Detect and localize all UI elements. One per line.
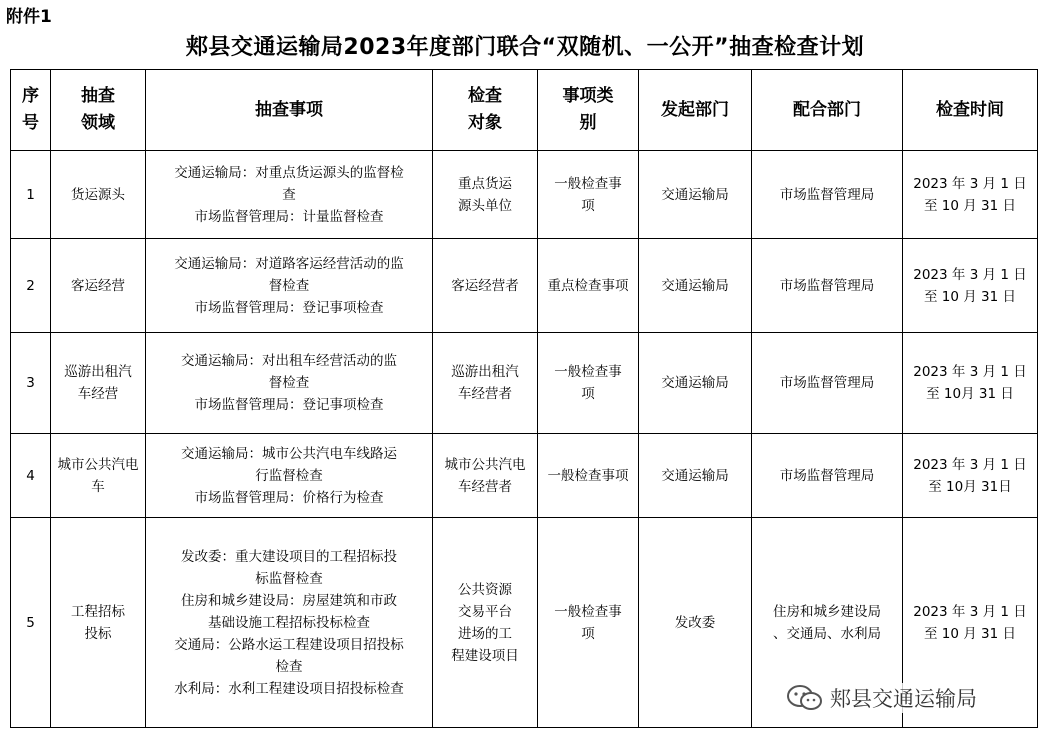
cell-object: 重点货运 源头单位 xyxy=(433,151,538,239)
cell-domain: 货运源头 xyxy=(51,151,146,239)
cell-category: 一般检查事 项 xyxy=(538,333,639,434)
header-time: 检查时间 xyxy=(903,70,1038,151)
cell-category: 重点检查事项 xyxy=(538,239,639,333)
cell-domain: 城市公共汽电 车 xyxy=(51,434,146,518)
header-items: 抽查事项 xyxy=(146,70,433,151)
cell-seq: 3 xyxy=(11,333,51,434)
cell-object: 客运经营者 xyxy=(433,239,538,333)
table-row xyxy=(11,239,1038,333)
cell-initiator: 交通运输局 xyxy=(639,151,752,239)
wechat-icon xyxy=(786,684,824,712)
cell-cooperator: 市场监督管理局 xyxy=(752,434,903,518)
cell-seq: 4 xyxy=(11,434,51,518)
cell-items: 交通运输局：对重点货运源头的监督检 查 市场监督管理局：计量监督检查 xyxy=(146,151,433,239)
cell-category: 一般检查事 项 xyxy=(538,518,639,728)
cell-domain: 工程招标 投标 xyxy=(51,518,146,728)
cell-items: 发改委：重大建设项目的工程招标投 标监督检查 住房和城乡建设局：房屋建筑和市政 基础设施工程招标投标检查 交通局：公路水运工程建设项目招投标 检查 水利局：水利工程建设项目招投标检查 xyxy=(146,518,433,728)
table-row xyxy=(11,333,1038,434)
table-row xyxy=(11,434,1038,518)
cell-initiator: 交通运输局 xyxy=(639,333,752,434)
cell-items: 交通运输局：对出租车经营活动的监 督检查 市场监督管理局：登记事项检查 xyxy=(146,333,433,434)
cell-domain: 客运经营 xyxy=(51,239,146,333)
cell-object: 巡游出租汽 车经营者 xyxy=(433,333,538,434)
table-header-row xyxy=(11,70,1038,151)
cell-object: 公共资源 交易平台 进场的工 程建设项目 xyxy=(433,518,538,728)
cell-object: 城市公共汽电 车经营者 xyxy=(433,434,538,518)
cell-cooperator: 市场监督管理局 xyxy=(752,151,903,239)
cell-seq: 1 xyxy=(11,151,51,239)
cell-initiator: 发改委 xyxy=(639,518,752,728)
cell-time: 2023 年 3 月 1 日 至 10 月 31 日 xyxy=(903,151,1038,239)
header-initiator: 发起部门 xyxy=(639,70,752,151)
cell-time: 2023 年 3 月 1 日 至 10 月 31 日 xyxy=(903,239,1038,333)
cell-items: 交通运输局：对道路客运经营活动的监 督检查 市场监督管理局：登记事项检查 xyxy=(146,239,433,333)
cell-seq: 5 xyxy=(11,518,51,728)
cell-initiator: 交通运输局 xyxy=(639,239,752,333)
cell-cooperator: 市场监督管理局 xyxy=(752,239,903,333)
header-domain: 抽查 领域 xyxy=(51,70,146,151)
header-category: 事项类 别 xyxy=(538,70,639,151)
cell-seq: 2 xyxy=(11,239,51,333)
cell-time: 2023 年 3 月 1 日 至 10月 31 日 xyxy=(903,333,1038,434)
inspection-plan-table xyxy=(10,69,1038,728)
cell-time: 2023 年 3 月 1 日 至 10月 31日 xyxy=(903,434,1038,518)
header-cooperator: 配合部门 xyxy=(752,70,903,151)
cell-time: 2023 年 3 月 1 日 至 10 月 31 日 xyxy=(903,518,1038,728)
cell-cooperator: 市场监督管理局 xyxy=(752,333,903,434)
cell-category: 一般检查事 项 xyxy=(538,151,639,239)
page-title: 郏县交通运输局2023年度部门联合“双随机、一公开”抽查检查计划 xyxy=(185,35,865,60)
table-row xyxy=(11,151,1038,239)
watermark-text: 郏县交通运输局 xyxy=(830,687,977,711)
header-seq: 序 号 xyxy=(11,70,51,151)
cell-cooperator: 住房和城乡建设局 、交通局、水利局 xyxy=(752,518,903,728)
cell-category: 一般检查事项 xyxy=(538,434,639,518)
header-object: 检查 对象 xyxy=(433,70,538,151)
cell-items: 交通运输局：城市公共汽电车线路运 行监督检查 市场监督管理局：价格行为检查 xyxy=(146,434,433,518)
cell-domain: 巡游出租汽 车经营 xyxy=(51,333,146,434)
cell-initiator: 交通运输局 xyxy=(639,434,752,518)
attachment-label: 附件1 xyxy=(6,7,52,27)
watermark xyxy=(786,683,977,713)
